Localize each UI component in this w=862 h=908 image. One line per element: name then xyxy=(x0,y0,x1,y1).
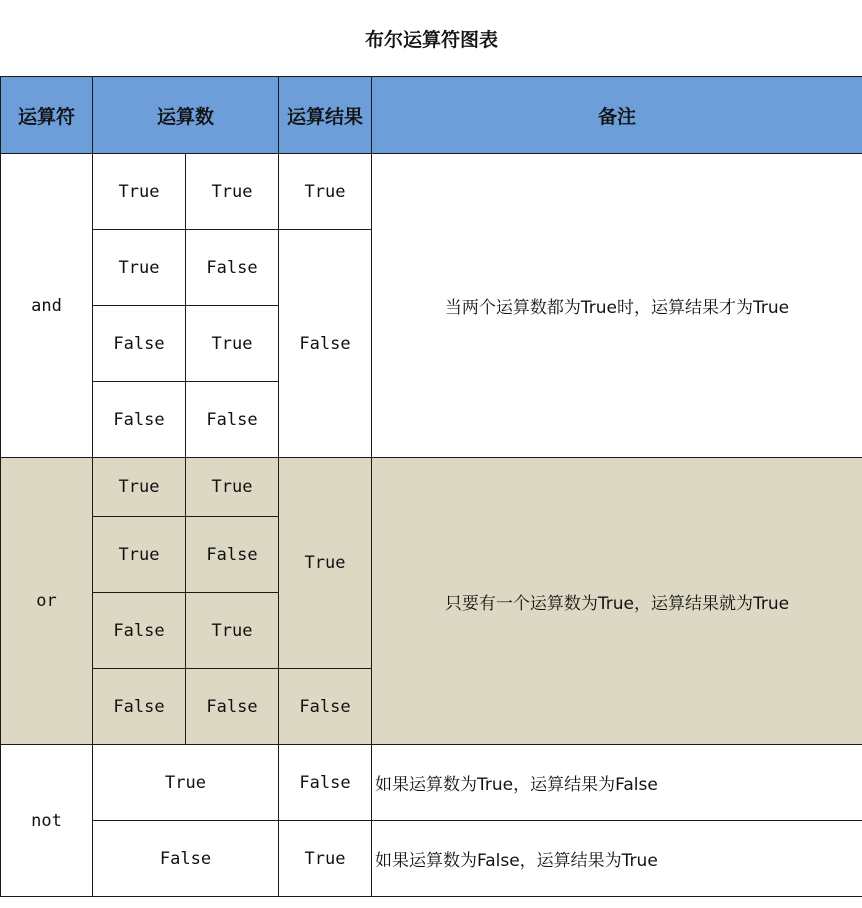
operand-cell: False xyxy=(93,306,186,382)
result-cell: False xyxy=(279,745,372,821)
operand-cell: True xyxy=(93,230,186,306)
operand-cell: False xyxy=(93,593,186,669)
operand-cell: False xyxy=(186,517,279,593)
table-row xyxy=(1,745,862,821)
operand-cell: True xyxy=(93,458,186,517)
note-or: 只要有一个运算数为True，运算结果就为True xyxy=(372,458,862,745)
table-row xyxy=(1,154,862,230)
operand-cell: False xyxy=(93,669,186,745)
header-result: 运算结果 xyxy=(279,77,372,154)
operator-and: and xyxy=(1,154,93,458)
operand-cell: True xyxy=(186,154,279,230)
operator-not: not xyxy=(1,745,93,897)
note-not-false: 如果运算数为False，运算结果为True xyxy=(372,821,862,897)
note-not-true: 如果运算数为True，运算结果为False xyxy=(372,745,862,821)
header-row xyxy=(1,77,862,154)
operand-cell: False xyxy=(186,230,279,306)
operand-cell: True xyxy=(93,154,186,230)
operand-cell: True xyxy=(93,517,186,593)
operator-or: or xyxy=(1,458,93,745)
operand-cell: True xyxy=(186,458,279,517)
operand-cell: True xyxy=(93,745,279,821)
result-cell: False xyxy=(279,230,372,458)
header-operands: 运算数 xyxy=(93,77,279,154)
result-cell: False xyxy=(279,669,372,745)
operand-cell: False xyxy=(93,821,279,897)
note-and: 当两个运算数都为True时，运算结果才为True xyxy=(372,154,862,458)
operand-cell: True xyxy=(186,306,279,382)
operand-cell: False xyxy=(186,669,279,745)
operand-cell: False xyxy=(93,382,186,458)
result-cell: True xyxy=(279,458,372,669)
table-title: 布尔运算符图表 xyxy=(1,0,862,77)
table-row xyxy=(1,458,862,517)
header-operator: 运算符 xyxy=(1,77,93,154)
table-row xyxy=(1,821,862,897)
result-cell: True xyxy=(279,821,372,897)
header-note: 备注 xyxy=(372,77,862,154)
result-cell: True xyxy=(279,154,372,230)
operand-cell: True xyxy=(186,593,279,669)
operand-cell: False xyxy=(186,382,279,458)
